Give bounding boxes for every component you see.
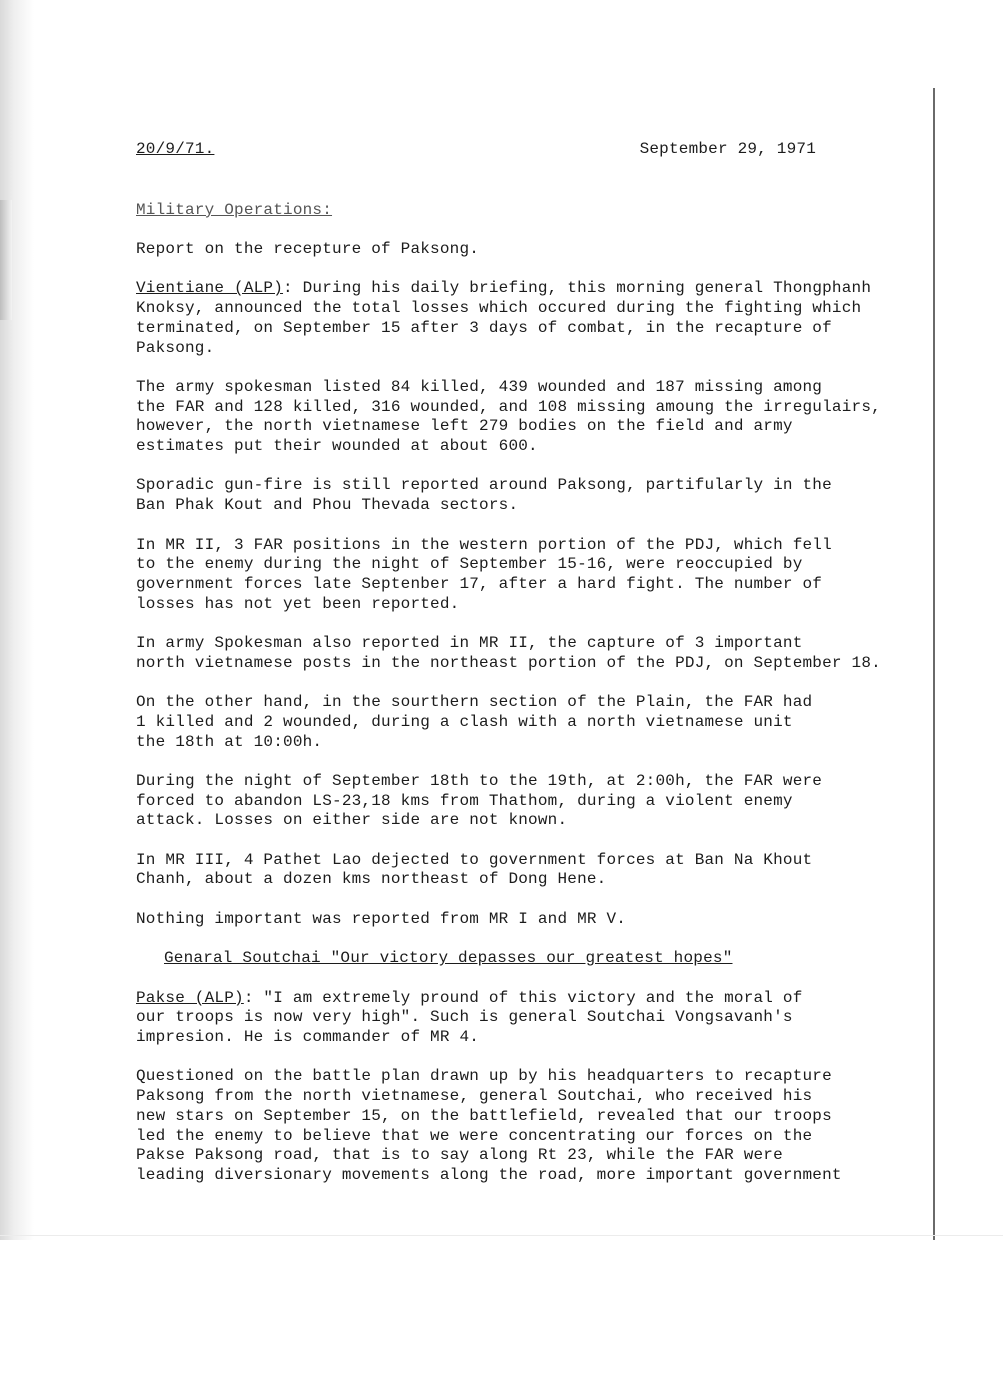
page-bottom-edge bbox=[0, 1235, 1003, 1236]
document-date: September 29, 1971 bbox=[639, 140, 816, 158]
report-title: Report on the recepture of Paksong. bbox=[136, 240, 480, 259]
paragraph-8: In MR III, 4 Pathet Lao dejected to government forces at Ban Na Khout Chanh, about a dozen kms northeast of Dong Hene. bbox=[136, 850, 813, 889]
paragraph-text: : "I am extremely pround of this victory and the moral of our troops is now very high". Such is general Soutchai Vongsavanh's impresion. He is commander of MR 4. bbox=[136, 988, 803, 1047]
document-page bbox=[136, 140, 896, 1205]
paragraph-text: : During his daily briefing, this morning general Thongphanh Knoksy, announced the total losses which occured during the fighting which terminated, on September 15 after 3 days of combat, in the recapture of Paksong. bbox=[136, 279, 872, 357]
paragraph-7: During the night of September 18th to the 19th, at 2:00h, the FAR were forced to abandon LS-23,18 kms from Thathom, during a violent enemy attack. Losses on either side are not known. bbox=[136, 771, 823, 830]
section-title: Military Operations: bbox=[136, 200, 333, 219]
paragraph-9: Nothing important was reported from MR I and MR V. bbox=[136, 909, 627, 928]
document-header bbox=[136, 140, 816, 160]
paragraph-4: In MR II, 3 FAR positions in the western portion of the PDJ, which fell to the enemy during the night of September 15-16, were reoccupied by government forces late Septenber 17, after a hard fight. The number of losses has not yet been reported. bbox=[136, 535, 832, 613]
document-reference: 20/9/71. bbox=[136, 140, 215, 158]
paragraph-1 bbox=[136, 279, 896, 358]
paragraph-2: The army spokesman listed 84 killed, 439 wounded and 187 missing among the FAR and 128 killed, 316 wounded, and 108 missing amoung the irregulairs, however, the north vietnamese left 279 bodies on the field and army estimates put their wounded at about 600. bbox=[136, 377, 881, 456]
dateline: Vientiane (ALP) bbox=[136, 279, 284, 298]
paragraph-10 bbox=[136, 989, 896, 1048]
paragraph-5: In army Spokesman also reported in MR II, the capture of 3 important north vietnamese posts in the northeast portion of the PDJ, on September 18. bbox=[136, 634, 881, 672]
scan-shadow-edge bbox=[0, 0, 34, 1240]
dateline: Pakse (ALP) bbox=[136, 988, 244, 1007]
scan-shadow-spot bbox=[0, 200, 12, 320]
paragraph-3: Sporadic gun-fire is still reported around Paksong, partifularly in the Ban Phak Kout and Phou Thevada sectors. bbox=[136, 476, 832, 515]
page-edge-line bbox=[933, 88, 935, 1240]
subheading: Genaral Soutchai "Our victory depasses our greatest hopes" bbox=[164, 949, 733, 968]
paragraph-6: On the other hand, in the sourthern section of the Plain, the FAR had 1 killed and 2 wounded, during a clash with a north vietnamese unit the 18th at 10:00h. bbox=[136, 693, 813, 751]
paragraph-11: Questioned on the battle plan drawn up by his headquarters to recapture Paksong from the north vietnamese, general Soutchai, who received his new stars on September 15, on the battlefield, revealed that our troops led the enemy to believe that we were concentrating our forces on the Pakse Paksong road, that is to say along Rt 23, while the FAR were leading diversionary movements along the road, more important government bbox=[136, 1067, 842, 1184]
